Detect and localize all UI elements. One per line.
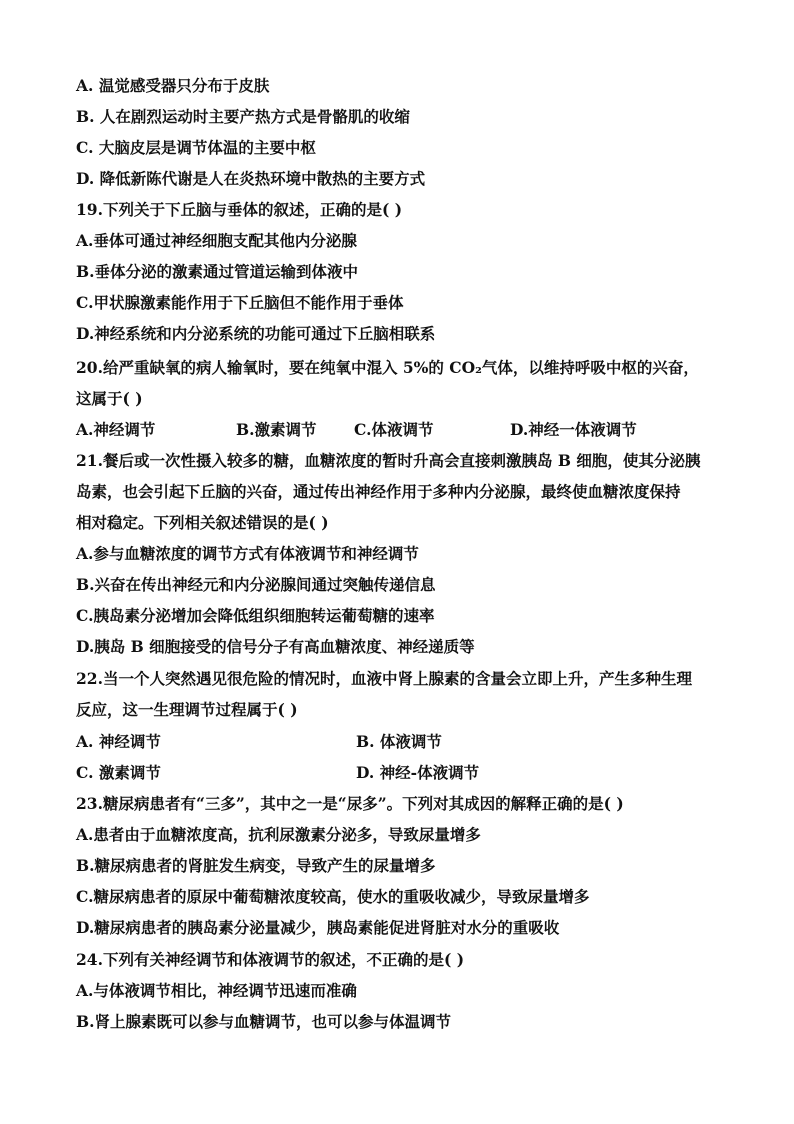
q21-option-b: B.兴奋在传出神经元和内分泌腺间通过突触传递信息 [76,575,436,594]
q21-stem-line2: 岛素，也会引起下丘脑的兴奋，通过传出神经作用于多种内分泌腺，最终使血糖浓度保持 [76,482,681,501]
q22-option-a: A. 神经调节 [76,732,161,751]
q19-option-a: A.垂体可通过神经细胞支配其他内分泌腺 [76,231,357,250]
q23-option-a: A.患者由于血糖浓度高，抗利尿激素分泌多，导致尿量增多 [76,825,481,844]
q19-stem: 19.下列关于下丘脑与垂体的叙述，正确的是( ) [76,200,403,219]
q18-option-d: D. 降低新陈代谢是人在炎热环境中散热的主要方式 [76,169,426,188]
q20-option-d: D.神经一体液调节 [510,420,637,439]
q18-option-b: B. 人在剧烈运动时主要产热方式是骨骼肌的收缩 [76,107,410,126]
q20-option-a: A.神经调节 [76,420,156,439]
q24-option-a: A.与体液调节相比，神经调节迅速而准确 [76,981,357,1000]
q21-option-d: D.胰岛 B 细胞接受的信号分子有高血糖浓度、神经递质等 [76,637,475,656]
q22-option-b: B. 体液调节 [356,732,442,751]
q19-option-c: C.甲状腺激素能作用于下丘脑但不能作用于垂体 [76,293,404,312]
q24-stem: 24.下列有关神经调节和体液调节的叙述，不正确的是( ) [76,950,465,969]
q18-option-a: A. 温觉感受器只分布于皮肤 [76,76,270,95]
q24-option-b: B.肾上腺素既可以参与血糖调节，也可以参与体温调节 [76,1012,451,1031]
q23-option-c: C.糖尿病患者的原尿中葡萄糖浓度较高，使水的重吸收减少，导致尿量增多 [76,887,590,906]
q22-option-c: C. 激素调节 [76,763,161,782]
q19-option-b: B.垂体分泌的激素通过管道运输到体液中 [76,262,358,281]
q22-stem-line2: 反应，这一生理调节过程属于( ) [76,700,298,719]
q19-option-d: D.神经系统和内分泌系统的功能可通过下丘脑相联系 [76,324,436,343]
q21-option-c: C.胰岛素分泌增加会降低组织细胞转运葡萄糖的速率 [76,606,435,625]
q20-option-b: B.激素调节 [236,420,317,439]
q20-stem-line1: 20.给严重缺氧的病人输氧时，要在纯氧中混入 5%的 CO₂气体，以维持呼吸中枢的兴奋， [76,358,699,377]
q22-stem-line1: 22.当一个人突然遇见很危险的情况时，血液中肾上腺素的含量会立即上升，产生多种生理 [76,669,692,688]
q21-stem-line3: 相对稳定。下列相关叙述错误的是( ) [76,513,329,532]
q23-option-d: D.糖尿病患者的胰岛素分泌量减少，胰岛素能促进肾脏对水分的重吸收 [76,918,560,937]
q20-stem-line2: 这属于( ) [76,389,143,408]
q23-option-b: B.糖尿病患者的肾脏发生病变，导致产生的尿量增多 [76,856,436,875]
q18-option-c: C. 大脑皮层是调节体温的主要中枢 [76,138,316,157]
q20-option-c: C.体液调节 [354,420,434,439]
q21-stem-line1: 21.餐后或一次性摄入较多的糖，血糖浓度的暂时升高会直接刺激胰岛 B 细胞，使其分泌胰 [76,451,701,470]
q22-option-d: D. 神经-体液调节 [356,763,480,782]
q21-option-a: A.参与血糖浓度的调节方式有体液调节和神经调节 [76,544,419,563]
q23-stem: 23.糖尿病患者有“三多”，其中之一是“尿多”。下列对其成因的解释正确的是( ) [76,794,624,813]
